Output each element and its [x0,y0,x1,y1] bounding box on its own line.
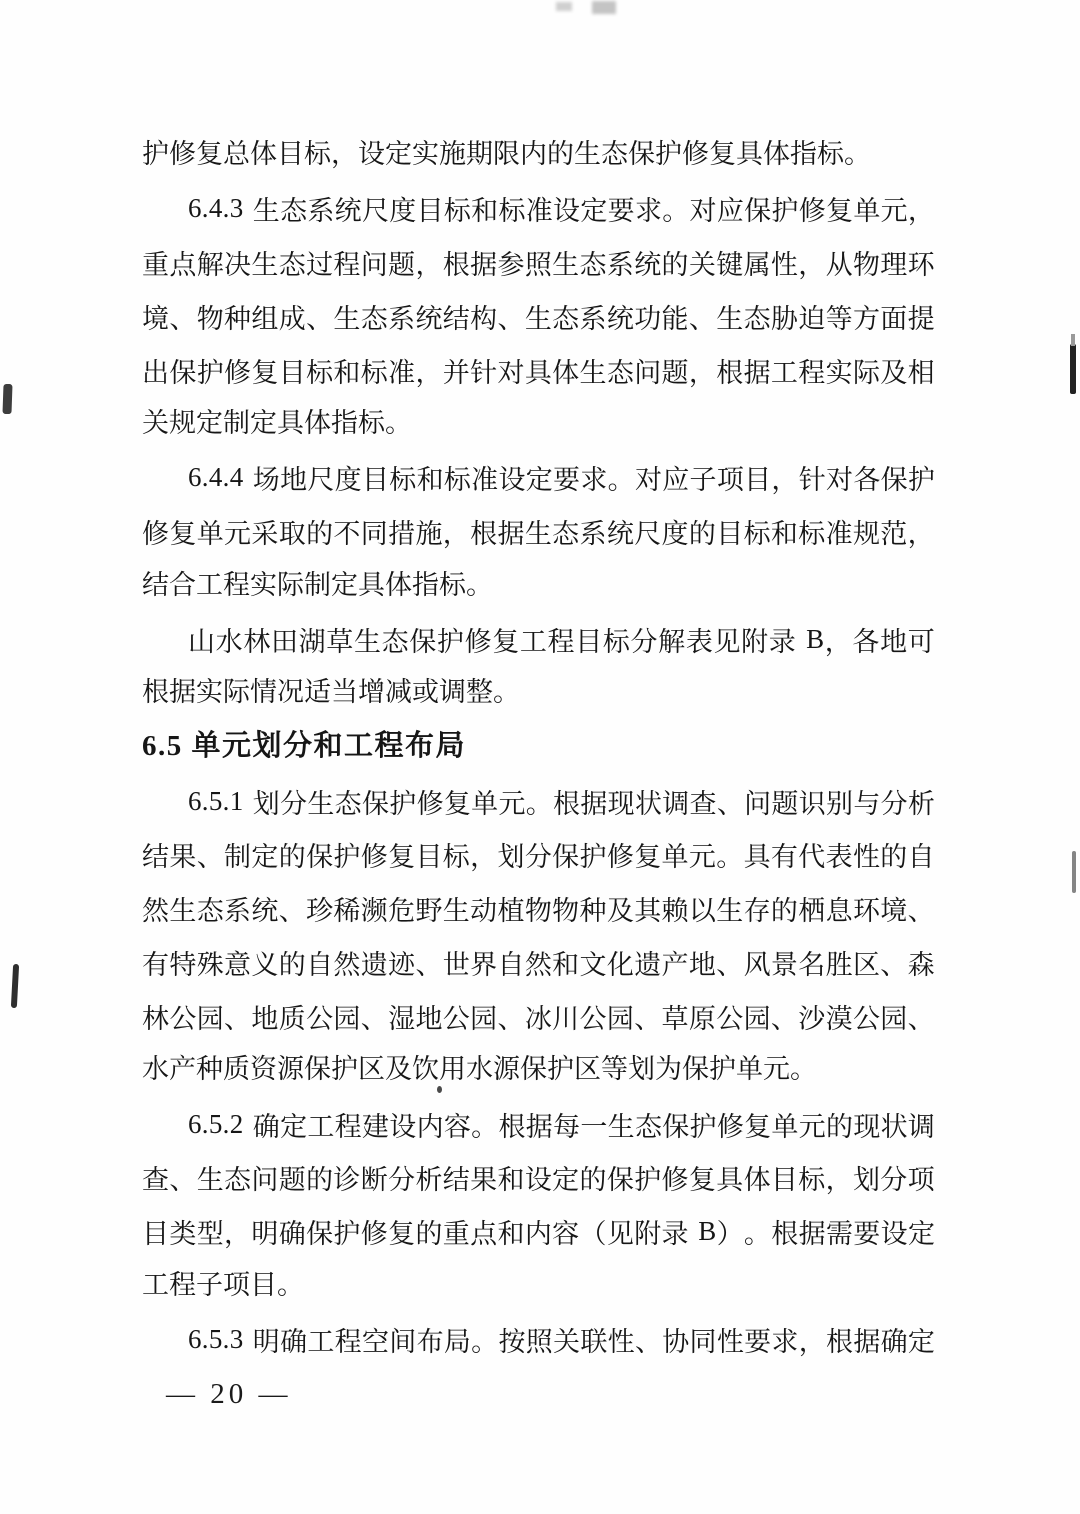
text-line: 有 特 殊 意 义 的 自 然 遗 迹 、 世 界 自 然 和 文 化 遗 产 地 、 风 景 名 胜 区 、 森 [142,950,935,981]
scan-artifact [1072,851,1076,893]
text-line: 修 复 单 元 采 取 的 不 同 措 施 ， 根 据 生 态 系 统 尺 度 的 目 标 和 标 准 规 范 ， [142,519,935,550]
text-line: 6 . 5 . 3 明 确 工 程 空 间 布 局 。 按 照 关 联 性 、 协 同 性 要 求 ， 根 据 确 定 [188,1323,935,1357]
text-line: 境 、 物 种 组 成 、 生 态 系 统 结 构 、 生 态 系 统 功 能 、 生 态 胁 迫 等 方 面 提 [142,303,935,334]
text-column [142,128,935,1366]
scan-artifact [1071,334,1075,346]
text-line: 查 、 生 态 问 题 的 诊 断 分 析 结 果 和 设 定 的 保 护 修 复 具 体 目 标 ， 划 分 项 [142,1165,935,1196]
scan-smudge [592,1,616,14]
text-line: 6 . 4 . 3 生 态 系 统 尺 度 目 标 和 标 准 设 定 要 求 。 对 应 保 护 修 复 单 元 ， [188,193,935,227]
text-line: 结 果 、 制 定 的 保 护 修 复 目 标 ， 划 分 保 护 修 复 单 元 。 具 有 代 表 性 的 自 [142,842,935,873]
scan-artifact [11,964,19,1008]
text-line: 6 . 5 . 2 确 定 工 程 建 设 内 容 。 根 据 每 一 生 态 保 护 修 复 单 元 的 现 状 调 [188,1108,935,1142]
text-line: 关规定制定具体指标。 [142,408,412,439]
section-heading: 6.5 单元划分和工程布局 [142,730,467,763]
text-line: 6 . 4 . 4 场 地 尺 度 目 标 和 标 准 设 定 要 求 。 对 应 子 项 目 ， 针 对 各 保 护 [188,462,935,496]
scan-artifact [2,384,12,414]
text-line: 目 类 型 ， 明 确 保 护 修 复 的 重 点 和 内 容 （ 见 附 录 B ） 。 根 据 需 要 设 定 [142,1216,935,1250]
text-line: 根据实际情况适当增减或调整。 [142,677,520,708]
text-line: 工程子项目。 [142,1269,304,1300]
scan-smudge [556,2,572,11]
text-line: 结合工程实际制定具体指标。 [142,569,493,600]
text-line: 6 . 5 . 1 划 分 生 态 保 护 修 复 单 元 。 根 据 现 状 调 查 、 问 题 识 别 与 分 析 [188,785,935,819]
text-line: 护修复总体目标，设定实施期限内的生态保护修复具体指标。 [142,139,871,169]
page-number: — 20 — [166,1378,292,1410]
text-line: 重 点 解 决 生 态 过 程 问 题 ， 根 据 参 照 生 态 系 统 的 关 键 属 性 ， 从 物 理 环 [142,250,935,281]
text-line: 然 生 态 系 统 、 珍 稀 濒 危 野 生 动 植 物 物 种 及 其 赖 以 生 存 的 栖 息 环 境 、 [142,896,935,927]
scan-artifact [1070,344,1076,394]
text-line: 林 公 园 、 地 质 公 园 、 湿 地 公 园 、 冰 川 公 园 、 草 原 公 园 、 沙 漠 公 园 、 [142,1003,935,1034]
text-line: 山 水 林 田 湖 草 生 态 保 护 修 复 工 程 目 标 分 解 表 见 附 录 B ， 各 地 可 [188,624,935,658]
text-line: 水产种质资源保护区及饮用水源保护区等划为保护单元。 [142,1054,817,1085]
text-line: 出 保 护 修 复 目 标 和 标 准 ， 并 针 对 具 体 生 态 问 题 ， 根 据 工 程 实 际 及 相 [142,357,935,388]
